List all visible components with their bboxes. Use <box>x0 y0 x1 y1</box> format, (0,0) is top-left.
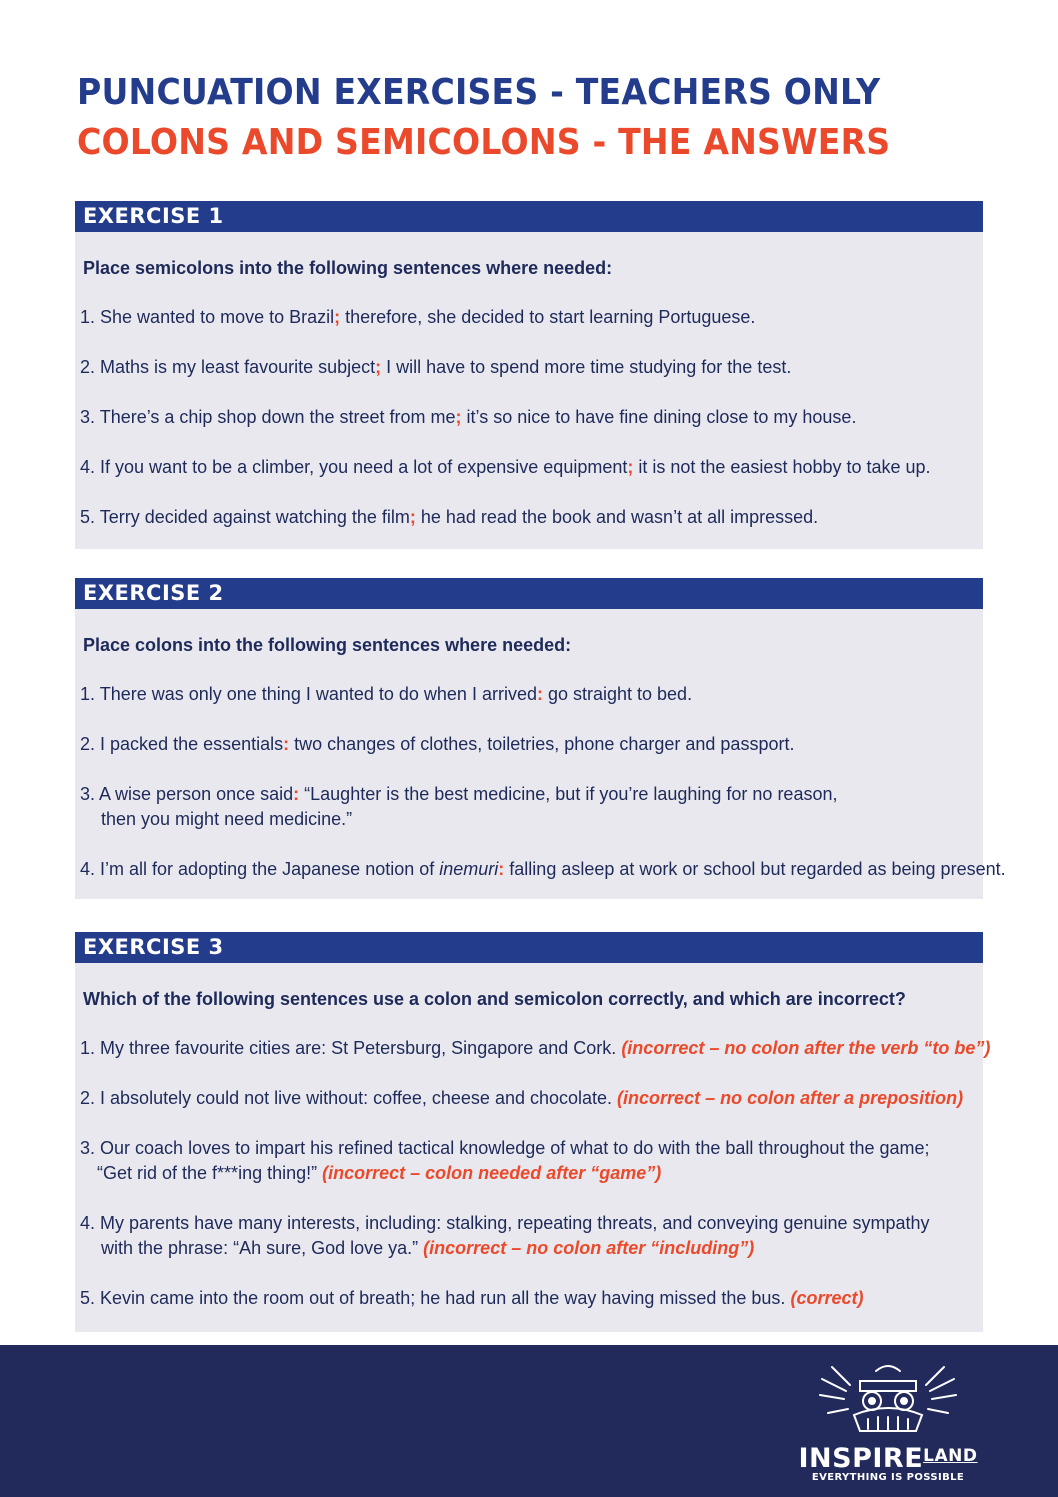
logo-wordmark: $INSPIRE^{LAND}$ <box>798 1443 978 1474</box>
list-item: 4. I’m all for adopting the Japanese notion of inemuri: falling asleep at work or school but regarded as being present. <box>80 859 1006 879</box>
page-subtitle: COLONS AND SEMICOLONS - THE ANSWERS <box>77 122 891 163</box>
list-item: 1. There was only one thing I wanted to do when I arrived: go straight to bed. <box>80 684 693 704</box>
list-item: 3. There’s a chip shop down the street from me; it’s so nice to have fine dining close to my house. <box>80 407 857 427</box>
list-item: 1. She wanted to move to Brazil; therefore, she decided to start learning Portuguese. <box>80 307 756 327</box>
footer <box>0 1345 1058 1497</box>
list-item: 1. My three favourite cities are: St Petersburg, Singapore and Cork. (incorrect – no colon after the verb “to be”) <box>80 1038 991 1058</box>
answer-label: (correct) <box>790 1288 864 1308</box>
list-item: 4. If you want to be a climber, you need a lot of expensive equipment; it is not the easiest hobby to take up. <box>80 457 931 477</box>
list-item: 3. Our coach loves to impart his refined tactical knowledge of what to do with the ball throughout the game; “Get rid of the f***ing thing!” (incorrect – colon needed after “game”) <box>80 1138 930 1183</box>
list-item: 2. Maths is my least favourite subject; I will have to spend more time studying for the test. <box>80 357 792 377</box>
exercise-2-panel <box>75 578 1006 899</box>
inspireland-logo <box>798 1357 978 1489</box>
page-title: PUNCUATION EXERCISES - TEACHERS ONLY <box>77 72 881 113</box>
list-item: 5. Kevin came into the room out of breath; he had run all the way having missed the bus. (correct) <box>80 1288 864 1308</box>
list-item: 2. I packed the essentials: two changes of clothes, toiletries, phone charger and passport. <box>80 734 795 754</box>
answer-label: (incorrect – no colon after the verb “to be”) <box>621 1038 991 1058</box>
answer-label: (incorrect – colon needed after “game”) <box>322 1163 662 1183</box>
answer-label: (incorrect – no colon after “including”) <box>423 1238 755 1258</box>
answer-label: (incorrect – no colon after a preposition) <box>617 1088 964 1108</box>
exercise-3-instruction: Which of the following sentences use a colon and semicolon correctly, and which are incorrect? <box>83 989 906 1009</box>
list-item: 3. A wise person once said: “Laughter is the best medicine, but if you’re laughing for no reason, then you might need medicine.” <box>80 784 838 829</box>
exercise-3-panel <box>75 932 991 1332</box>
logo-tagline: EVERYTHING IS POSSIBLE <box>811 1472 965 1483</box>
exercise-2-heading: EXERCISE 2 <box>75 578 983 609</box>
exercise-1-instruction: Place semicolons into the following sentences where needed: <box>83 258 613 278</box>
list-item: 4. My parents have many interests, including: stalking, repeating threats, and conveying genuine sympathy with the phrase: “Ah sure, God love ya.” (incorrect – no colon after “including”) <box>80 1213 930 1258</box>
exercise-2-instruction: Place colons into the following sentences where needed: <box>83 635 572 655</box>
exercise-1-panel <box>75 201 983 549</box>
list-item: 5. Terry decided against watching the film; he had read the book and wasn’t at all impressed. <box>80 507 819 527</box>
list-item: 2. I absolutely could not live without: coffee, cheese and chocolate. (incorrect – no colon after a preposition) <box>80 1088 964 1108</box>
page-header <box>77 68 961 168</box>
exercise-3-heading: EXERCISE 3 <box>75 932 983 963</box>
robot-face-icon <box>798 1357 978 1441</box>
exercise-1-heading: EXERCISE 1 <box>75 201 983 232</box>
